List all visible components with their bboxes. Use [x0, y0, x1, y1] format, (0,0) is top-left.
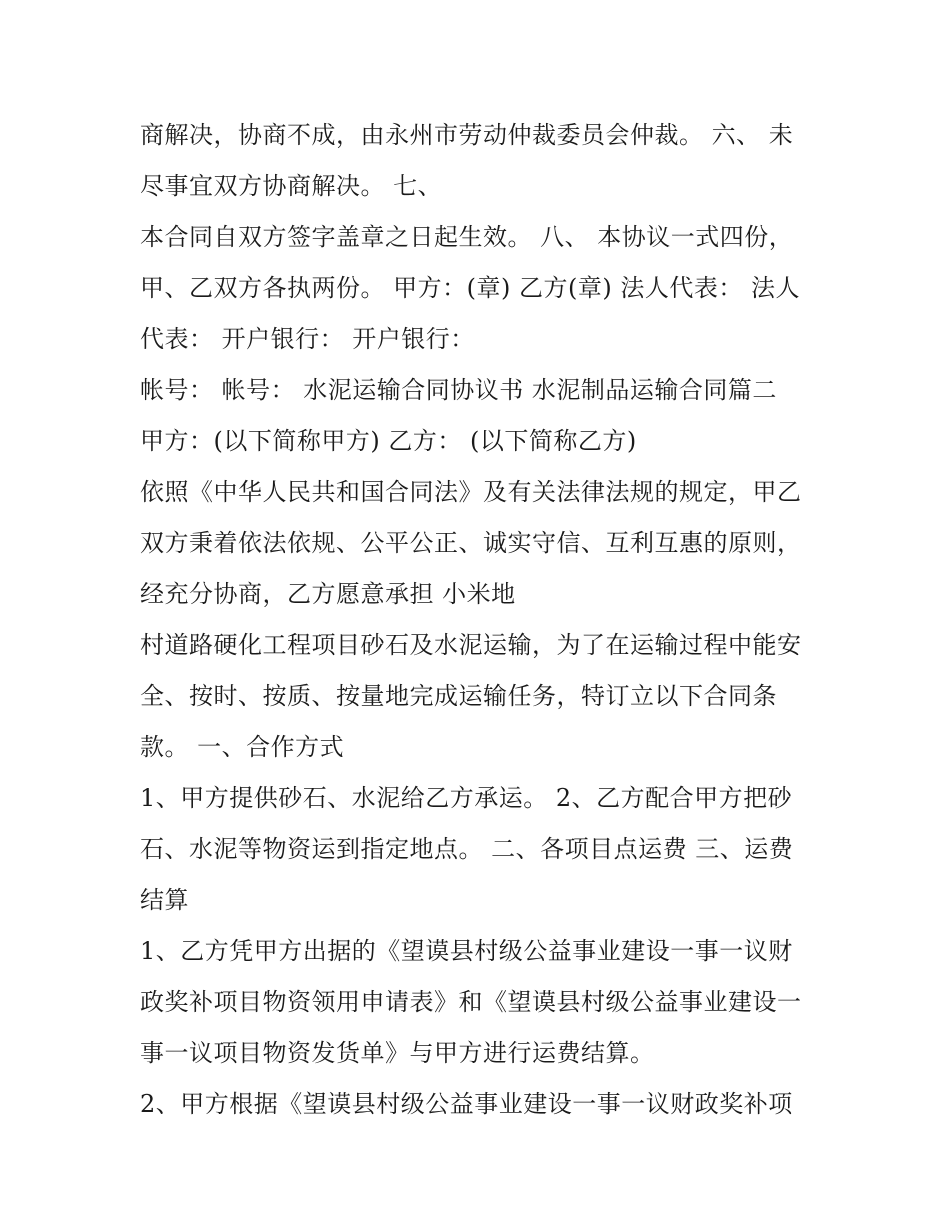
text-line: 双方秉着依法依规、公平公正、诚实守信、互利互惠的原则， [140, 529, 802, 557]
text-line: 政奖补项目物资领用申请表》和《望谟县村级公益事业建设一 [140, 988, 802, 1016]
text-line: 1、乙方凭甲方出据的《望谟县村级公益事业建设一事一议财 [140, 937, 793, 965]
text-line: 甲方：(以下简称甲方) 乙方： (以下简称乙方) [140, 427, 637, 455]
text-line: 经充分协商，乙方愿意承担 小米地 [140, 580, 516, 608]
document-body [140, 110, 830, 1130]
text-line: 尽事宜双方协商解决。 七、 [140, 172, 443, 200]
text-line: 代表： 开户银行： 开户银行： [140, 325, 475, 353]
text-line: 石、水泥等物资运到指定地点。 二、各项目点运费 三、运费 [140, 835, 794, 863]
text-line: 帐号： 帐号： 水泥运输合同协议书 水泥制品运输合同篇二 [140, 376, 777, 404]
text-line: 款。 一、合作方式 [140, 733, 345, 761]
text-line: 甲、乙双方各执两份。 甲方：(章) 乙方(章) 法人代表： 法人 [140, 274, 800, 302]
text-line: 结算 [140, 886, 189, 914]
text-line: 1、甲方提供砂石、水泥给乙方承运。 2、乙方配合甲方把砂 [140, 784, 793, 812]
text-line: 2、甲方根据《望谟县村级公益事业建设一事一议财政奖补项 [140, 1090, 793, 1118]
text-line: 全、按时、按质、按量地完成运输任务，特订立以下合同条 [140, 682, 777, 710]
text-line: 商解决，协商不成，由永州市劳动仲裁委员会仲裁。 六、 未 [140, 121, 794, 149]
text-line: 本合同自双方签字盖章之日起生效。 八、 本协议一式四份， [140, 223, 794, 251]
text-line: 事一议项目物资发货单》与甲方进行运费结算。 [140, 1039, 655, 1067]
text-line: 依照《中华人民共和国合同法》及有关法律法规的规定，甲乙 [140, 478, 802, 506]
text-line: 村道路硬化工程项目砂石及水泥运输，为了在运输过程中能安 [140, 631, 802, 659]
